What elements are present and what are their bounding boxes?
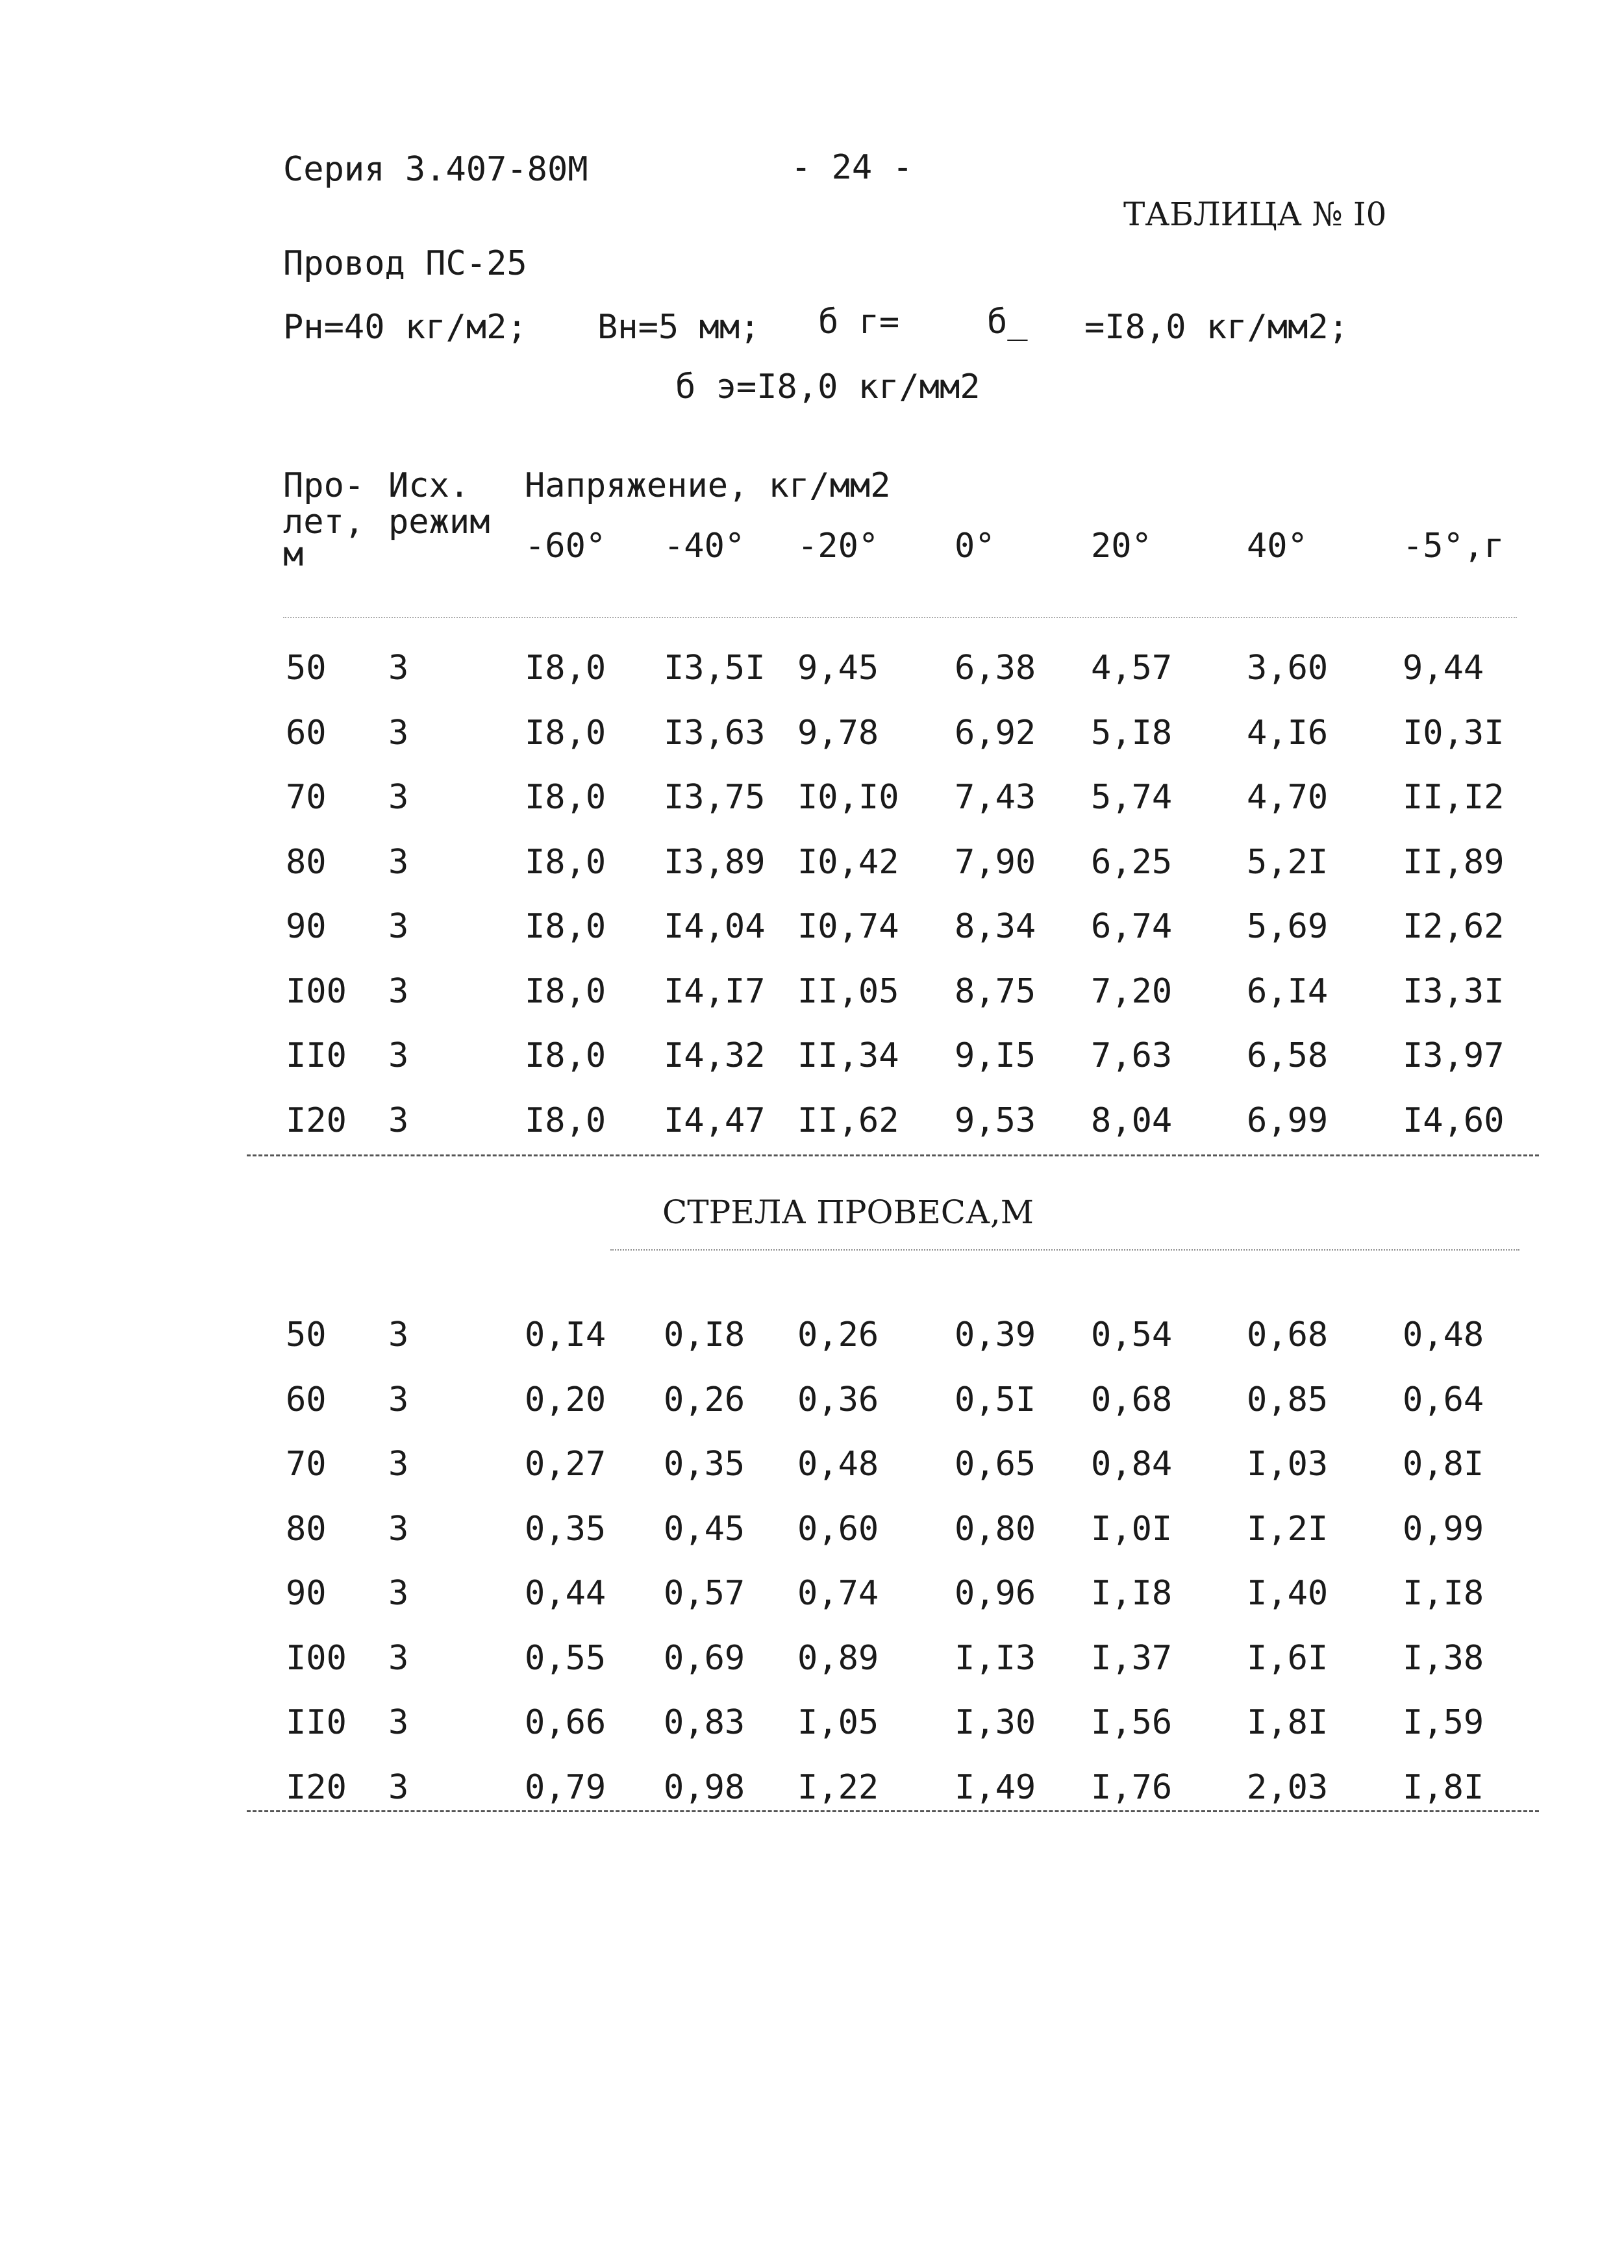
value-cell: I8,0 [525,907,606,946]
value-cell: 0,55 [525,1638,606,1678]
value-cell: 0,48 [1403,1315,1484,1354]
value-cell: 9,45 [797,649,879,688]
value-cell: 0,60 [797,1509,879,1549]
value-cell: 0,8I [1403,1445,1484,1484]
value-cell: I3,3I [1403,971,1505,1011]
value-cell: 0,68 [1247,1315,1329,1354]
span-cell: 90 [286,1574,327,1613]
value-cell: 0,98 [664,1767,745,1807]
value-cell: I4,32 [664,1036,766,1075]
wire-label: Провод ПС-25 [283,244,527,283]
value-cell: I,0I [1091,1509,1173,1549]
value-cell: I4,60 [1403,1101,1505,1140]
value-cell: 8,04 [1091,1101,1173,1140]
value-cell: 0,54 [1091,1315,1173,1354]
value-cell: 7,43 [955,778,1036,817]
mode-cell: 3 [388,649,409,688]
value-cell: 0,27 [525,1445,606,1484]
value-cell: I,I8 [1091,1574,1173,1613]
value-cell: 0,80 [955,1509,1036,1549]
value-cell: 5,74 [1091,778,1173,817]
value-cell: I3,63 [664,713,766,753]
param-sigma-e: б э=I8,0 кг/мм2 [675,368,981,406]
param-sigma-g: б г= [818,303,900,342]
value-cell: 6,I4 [1247,971,1329,1011]
value-cell: 0,96 [955,1574,1036,1613]
value-cell: I,76 [1091,1767,1173,1807]
col-span-line2: лет, [283,503,365,542]
mode-cell: 3 [388,1574,409,1613]
mode-cell: 3 [388,1509,409,1549]
mode-cell: 3 [388,1036,409,1075]
value-cell: 0,I4 [525,1315,606,1354]
value-cell: 6,92 [955,713,1036,753]
span-cell: I00 [286,1638,347,1678]
span-cell: I00 [286,971,347,1011]
header-divider [283,617,1517,618]
span-cell: 50 [286,1315,327,1354]
span-cell: 90 [286,907,327,946]
value-cell: I,I8 [1403,1574,1484,1613]
span-cell: II0 [286,1703,347,1742]
value-cell: I,I3 [955,1638,1036,1678]
value-cell: I3,97 [1403,1036,1505,1075]
param-sigma-value: =I8,0 кг/мм2; [1084,308,1349,347]
value-cell: 6,58 [1247,1036,1329,1075]
value-cell: I2,62 [1403,907,1505,946]
value-cell: 9,78 [797,713,879,753]
series-label: Серия 3.407-80М [283,150,588,189]
col-mode-line2: режим [388,503,490,542]
value-cell: 0,99 [1403,1509,1484,1549]
value-cell: I8,0 [525,649,606,688]
value-cell: 8,34 [955,907,1036,946]
value-cell: I3,89 [664,842,766,882]
span-cell: 50 [286,649,327,688]
value-cell: 0,5I [955,1380,1036,1419]
mode-cell: 3 [388,1445,409,1484]
value-cell: I,56 [1091,1703,1173,1742]
temperature-header: 0° [955,527,995,566]
col-stress-title: Напряжение, кг/мм2 [525,466,891,505]
value-cell: I8,0 [525,1101,606,1140]
value-cell: I,38 [1403,1638,1484,1678]
value-cell: I,22 [797,1767,879,1807]
value-cell: 0,35 [664,1445,745,1484]
value-cell: II,34 [797,1036,899,1075]
value-cell: 7,63 [1091,1036,1173,1075]
value-cell: 6,74 [1091,907,1173,946]
span-cell: I20 [286,1767,347,1807]
value-cell: 0,85 [1247,1380,1329,1419]
span-cell: 60 [286,713,327,753]
mode-cell: 3 [388,1101,409,1140]
value-cell: I8,0 [525,842,606,882]
value-cell: 0,39 [955,1315,1036,1354]
value-cell: 0,74 [797,1574,879,1613]
col-mode-line1: Исх. [388,466,470,505]
span-cell: II0 [286,1036,347,1075]
sag-title: СТРЕЛА ПРОВЕСА,М [662,1193,1034,1231]
temperature-header: -20° [797,527,879,566]
value-cell: 0,69 [664,1638,745,1678]
mode-cell: 3 [388,971,409,1011]
mode-cell: 3 [388,1767,409,1807]
value-cell: I4,I7 [664,971,766,1011]
span-cell: I20 [286,1101,347,1140]
value-cell: 0,84 [1091,1445,1173,1484]
value-cell: 9,53 [955,1101,1036,1140]
value-cell: 0,20 [525,1380,606,1419]
mode-cell: 3 [388,1703,409,1742]
value-cell: 5,2I [1247,842,1329,882]
value-cell: 0,57 [664,1574,745,1613]
value-cell: I0,I0 [797,778,899,817]
value-cell: 0,64 [1403,1380,1484,1419]
temperature-header: -5°,г [1403,527,1505,566]
sag-title-underline [610,1249,1519,1251]
value-cell: I0,74 [797,907,899,946]
col-span-line3: м [283,535,304,574]
value-cell: 0,26 [664,1380,745,1419]
value-cell: 8,75 [955,971,1036,1011]
value-cell: 0,48 [797,1445,879,1484]
value-cell: I,30 [955,1703,1036,1742]
mode-cell: 3 [388,1638,409,1678]
value-cell: I8,0 [525,778,606,817]
value-cell: I,8I [1247,1703,1329,1742]
value-cell: 4,57 [1091,649,1173,688]
value-cell: 5,69 [1247,907,1329,946]
param-sigma-minus: б_ [987,303,1028,342]
mode-cell: 3 [388,1315,409,1354]
value-cell: 0,83 [664,1703,745,1742]
value-cell: I,59 [1403,1703,1484,1742]
value-cell: I,49 [955,1767,1036,1807]
value-cell: II,05 [797,971,899,1011]
page-number: - 24 - [791,148,913,187]
value-cell: 0,89 [797,1638,879,1678]
value-cell: I,05 [797,1703,879,1742]
value-cell: I3,75 [664,778,766,817]
value-cell: 4,70 [1247,778,1329,817]
value-cell: 0,68 [1091,1380,1173,1419]
value-cell: II,89 [1403,842,1505,882]
value-cell: I8,0 [525,971,606,1011]
value-cell: 0,45 [664,1509,745,1549]
value-cell: I4,04 [664,907,766,946]
value-cell: 9,I5 [955,1036,1036,1075]
temperature-header: 40° [1247,527,1308,566]
value-cell: 9,44 [1403,649,1484,688]
value-cell: 0,35 [525,1509,606,1549]
value-cell: II,I2 [1403,778,1505,817]
value-cell: I,8I [1403,1767,1484,1807]
value-cell: 5,I8 [1091,713,1173,753]
col-span-line1: Про- [283,466,365,505]
value-cell: 0,44 [525,1574,606,1613]
temperature-header: 20° [1091,527,1152,566]
stress-divider [247,1154,1539,1156]
temperature-header: -40° [664,527,745,566]
value-cell: 4,I6 [1247,713,1329,753]
value-cell: I,40 [1247,1574,1329,1613]
value-cell: 0,66 [525,1703,606,1742]
span-cell: 60 [286,1380,327,1419]
value-cell: 7,20 [1091,971,1173,1011]
value-cell: 0,36 [797,1380,879,1419]
value-cell: 2,03 [1247,1767,1329,1807]
value-cell: I4,47 [664,1101,766,1140]
table-label: ТАБЛИЦА № I0 [1123,195,1387,233]
value-cell: 0,26 [797,1315,879,1354]
mode-cell: 3 [388,842,409,882]
value-cell: 3,60 [1247,649,1329,688]
value-cell: I8,0 [525,713,606,753]
value-cell: 6,99 [1247,1101,1329,1140]
param-bn: Вн=5 мм; [597,308,760,347]
value-cell: I,03 [1247,1445,1329,1484]
value-cell: I,2I [1247,1509,1329,1549]
mode-cell: 3 [388,778,409,817]
value-cell: I,6I [1247,1638,1329,1678]
mode-cell: 3 [388,907,409,946]
value-cell: I3,5I [664,649,766,688]
span-cell: 80 [286,1509,327,1549]
value-cell: I0,3I [1403,713,1505,753]
mode-cell: 3 [388,713,409,753]
value-cell: I,37 [1091,1638,1173,1678]
span-cell: 70 [286,1445,327,1484]
value-cell: 6,25 [1091,842,1173,882]
value-cell: 0,65 [955,1445,1036,1484]
value-cell: 0,79 [525,1767,606,1807]
value-cell: 6,38 [955,649,1036,688]
param-pn: Рн=40 кг/м2; [283,308,527,347]
value-cell: 0,I8 [664,1315,745,1354]
value-cell: I8,0 [525,1036,606,1075]
bottom-divider [247,1810,1539,1812]
value-cell: I0,42 [797,842,899,882]
span-cell: 70 [286,778,327,817]
mode-cell: 3 [388,1380,409,1419]
temperature-header: -60° [525,527,606,566]
value-cell: 7,90 [955,842,1036,882]
span-cell: 80 [286,842,327,882]
value-cell: II,62 [797,1101,899,1140]
